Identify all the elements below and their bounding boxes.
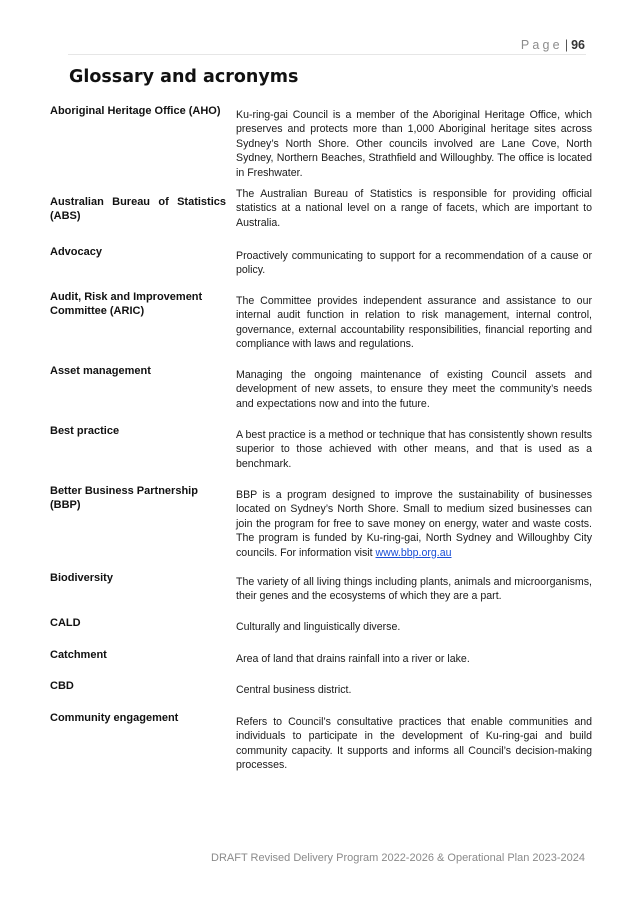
page-number: 96 [571,38,585,52]
glossary-term: Audit, Risk and Improvement Committee (ARIC) [50,291,203,317]
glossary-term: Asset management [50,365,151,377]
glossary-definition: Proactively communicating to support for a recommendation of a cause or policy. [236,250,592,277]
glossary-definition: Ku-ring-gai Council is a member of the Aboriginal Heritage Office, which preserves and protects more than 1,000 Aboriginal heritage sites across Sydney’s North Shore. Other councils involved are Lane Cove, North Sydney, Northern Beaches, Strathfield and Willoughby. The office is located in Freshwater. [236,109,592,179]
glossary-definition: Managing the ongoing maintenance of existing Council assets and development of new assets, to ensure they meet the community’s needs and expectations now and into the future. [236,369,592,410]
header-divider [68,54,586,55]
document-footer: DRAFT Revised Delivery Program 2022-2026 & Operational Plan 2023-2024 [211,852,585,864]
glossary-term: Community engagement [50,712,179,724]
glossary-definition: A best practice is a method or technique that has consistently shown results superior to those achieved with other means, and that is used as a benchmark. [236,429,592,470]
glossary-term: CALD [50,617,81,629]
page-label: Page [520,38,563,52]
glossary-definition: The variety of all living things including plants, animals and microorganisms, their genes and the ecosystems of which they are a part. [236,576,592,603]
glossary-definition: Central business district. [236,684,352,696]
glossary-definition: Culturally and linguistically diverse. [236,621,401,633]
glossary-definition: Area of land that drains rainfall into a river or lake. [236,653,470,665]
page-separator: | [564,38,569,52]
glossary-term: Catchment [50,649,107,661]
glossary-term: Australian Bureau of Statistics (ABS) [50,196,226,222]
glossary-term: Best practice [50,425,120,437]
glossary-definition: The Australian Bureau of Statistics is responsible for providing official statistics at a national level on a range of facets, which are important to Australia. [236,188,592,229]
glossary-term: Aboriginal Heritage Office (AHO) [50,105,221,117]
page-header [521,38,585,52]
glossary-definition: Refers to Council’s consultative practices that enable communities and individuals to participate in the development of Ku-ring-gai and build community capacity. It supports and informs all Council’s decision-making processes. [236,716,592,772]
glossary-definition [236,488,592,560]
glossary-definition: The Committee provides independent assurance and assistance to our internal audit function in relation to risk management, internal control, governance, external accountability responsibilities, financial reporting and compliance with laws and regulations. [236,295,592,351]
glossary-term: Biodiversity [50,572,113,584]
bbp-website-link[interactable]: www.bbp.org.au [375,546,452,559]
glossary-term: Better Business Partnership (BBP) [50,485,198,511]
glossary-term: Advocacy [50,246,102,258]
definition-text: BBP is a program designed to improve the sustainability of businesses located on Sydney’s North Shore. Small to medium sized businesses can join the program for free to save money on energy, water and waste costs. The program is funded by Ku-ring-gai, North Sydney and Willoughby City councils. For information visit [236,489,592,559]
glossary-term: CBD [50,680,74,692]
page-title: Glossary and acronyms [69,67,299,87]
